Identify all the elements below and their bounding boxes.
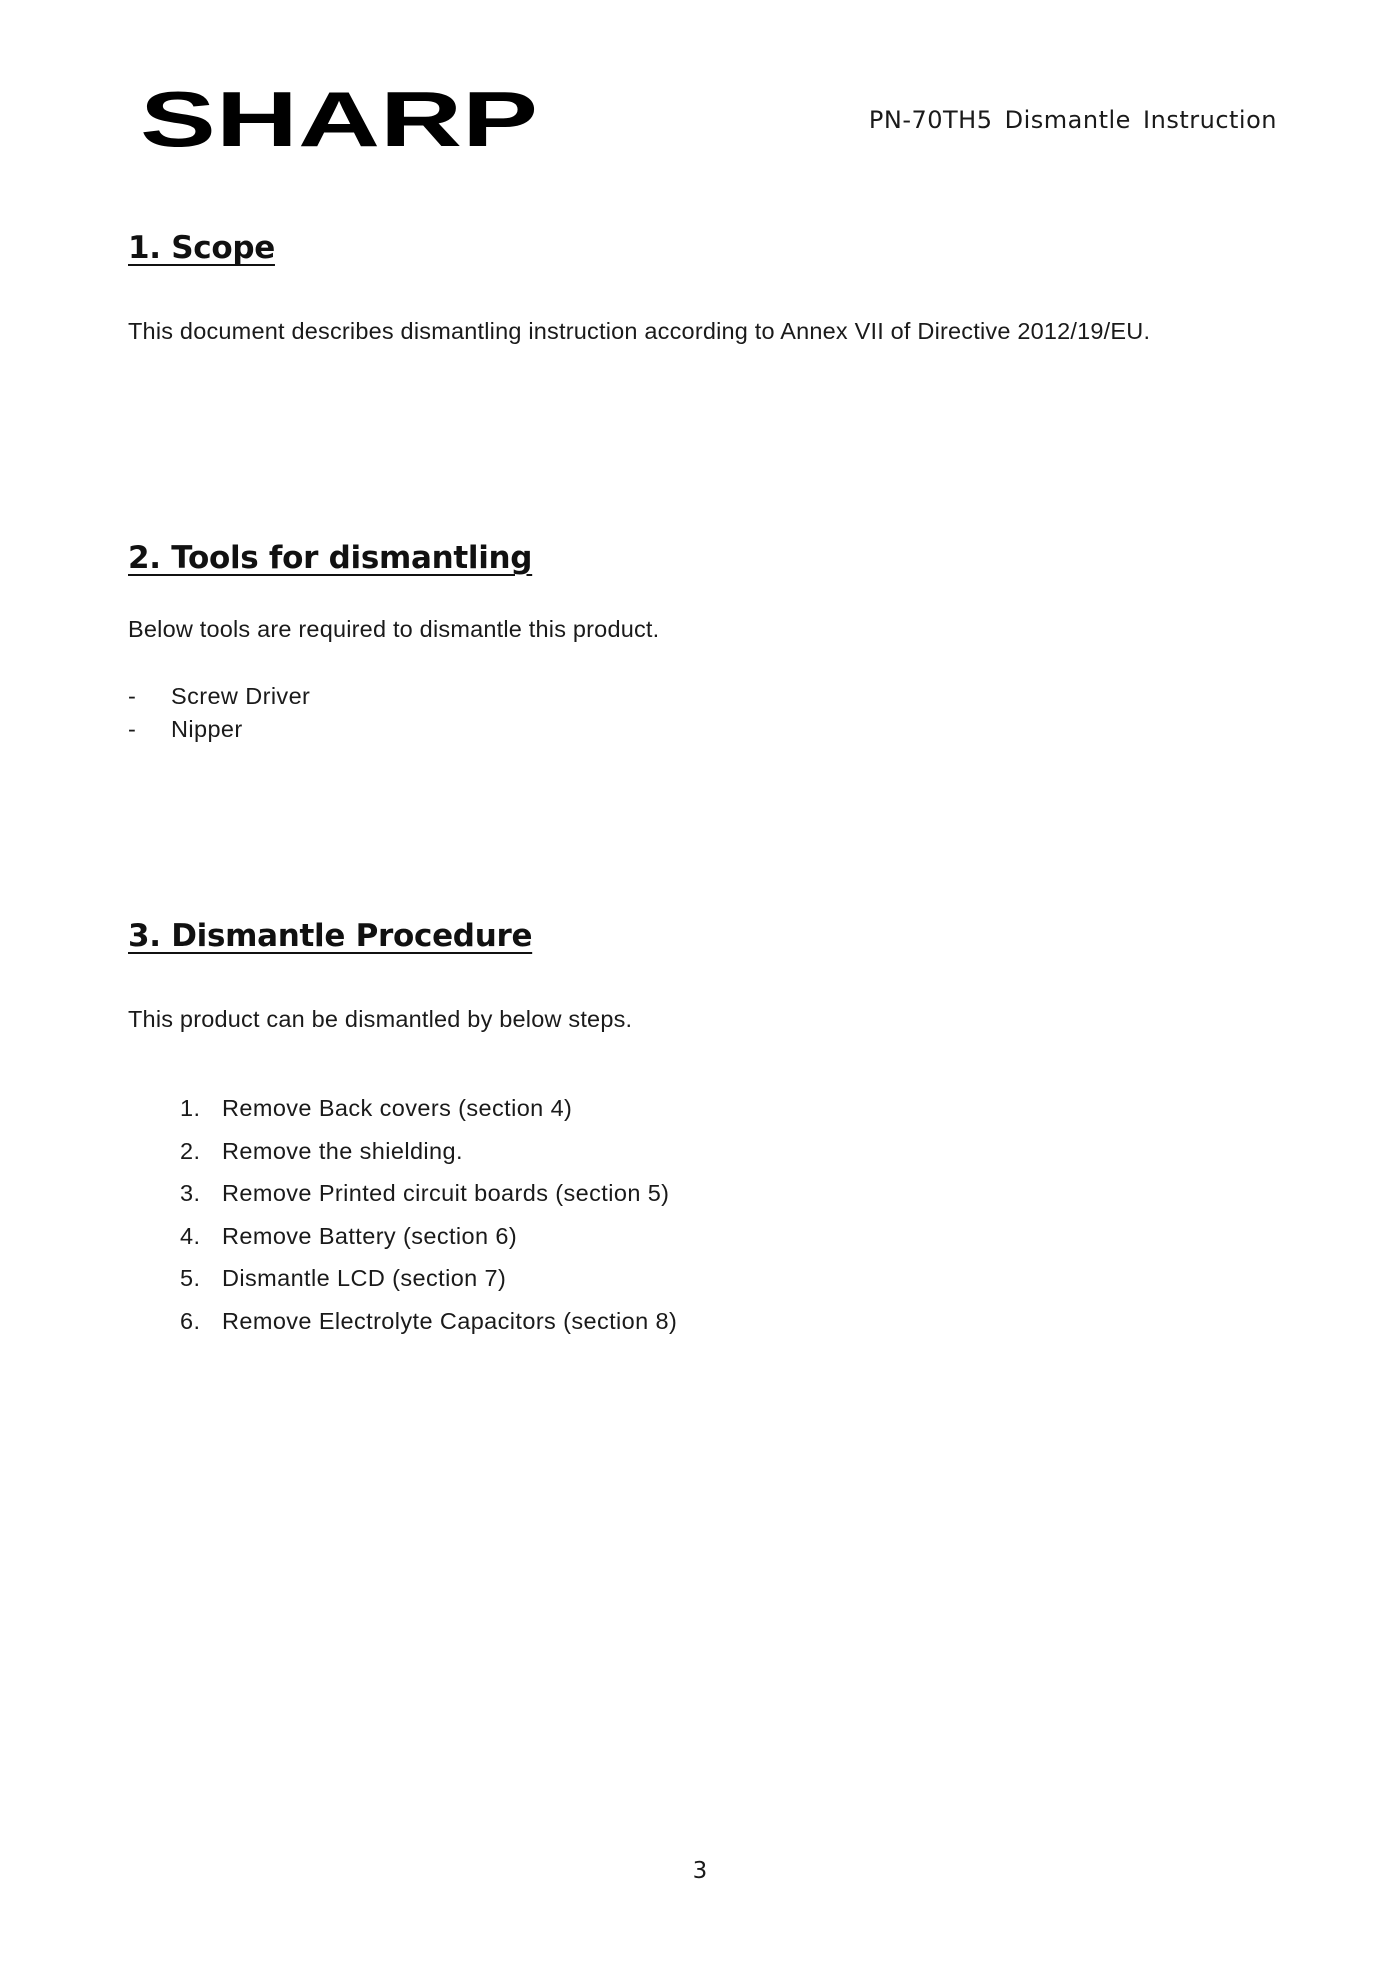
tools-paragraph: Below tools are required to dismantle this product. <box>128 616 660 642</box>
sharp-logo-text: SHARP <box>140 84 538 154</box>
list-item <box>180 1172 677 1215</box>
list-item <box>128 680 310 713</box>
step-label: Remove Printed circuit boards (section 5) <box>222 1180 670 1206</box>
scope-paragraph: This document describes dismantling instruction according to Annex VII of Directive 2012/19/EU. <box>128 318 1151 344</box>
sharp-logo <box>140 84 540 154</box>
list-item <box>180 1087 677 1130</box>
list-item <box>128 713 310 746</box>
list-item <box>180 1215 677 1258</box>
step-label: Remove Back covers (section 4) <box>222 1095 573 1121</box>
document-title: PN-70TH5 Dismantle Instruction <box>868 106 1277 134</box>
page-number: 3 <box>692 1858 708 1884</box>
procedure-steps <box>180 1087 677 1342</box>
step-number: 3. <box>180 1180 201 1206</box>
procedure-paragraph: This product can be dismantled by below steps. <box>128 1006 633 1032</box>
list-item <box>180 1130 677 1173</box>
step-label: Remove Electrolyte Capacitors (section 8) <box>222 1307 678 1334</box>
list-marker: - <box>128 683 137 709</box>
list-item <box>180 1300 677 1343</box>
step-number: 4. <box>180 1222 201 1249</box>
step-label: Remove Battery (section 6) <box>222 1222 518 1249</box>
section-heading-procedure: 3. Dismantle Procedure <box>128 918 533 954</box>
tool-label: Nipper <box>171 716 243 742</box>
tool-label: Screw Driver <box>171 683 311 709</box>
list-item <box>180 1257 677 1300</box>
step-number: 2. <box>180 1137 201 1164</box>
step-number: 1. <box>180 1095 201 1121</box>
section-heading-tools: 2. Tools for dismantling <box>128 540 533 576</box>
step-label: Remove the shielding. <box>222 1137 463 1164</box>
section-heading-scope: 1. Scope <box>128 230 275 266</box>
step-number: 6. <box>180 1307 201 1334</box>
tools-list <box>128 680 310 746</box>
list-marker: - <box>128 716 137 742</box>
step-number: 5. <box>180 1265 201 1291</box>
step-label: Dismantle LCD (section 7) <box>222 1265 507 1291</box>
